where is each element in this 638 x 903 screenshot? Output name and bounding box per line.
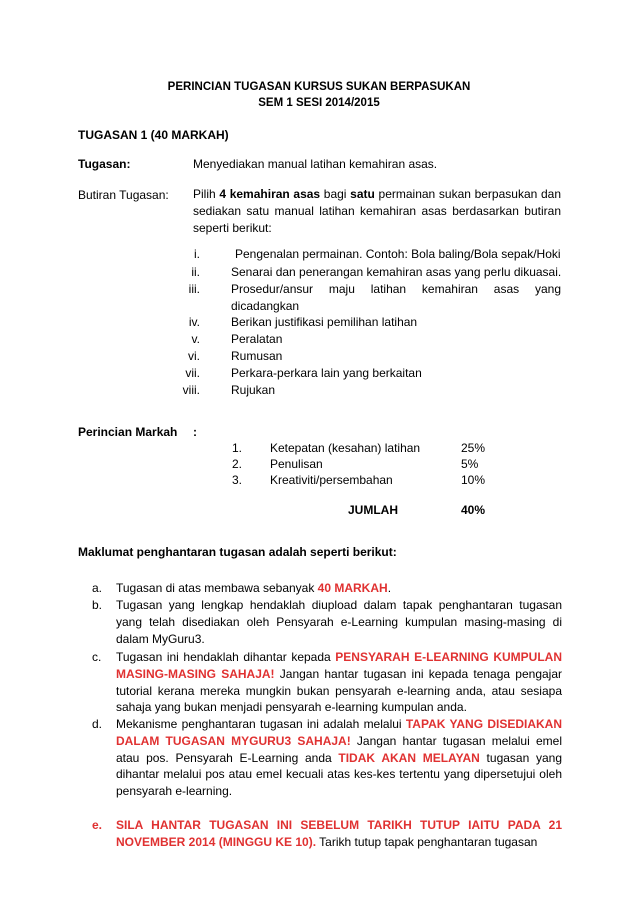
list-item-d: d. Mekanisme penghantaran tugasan ini adalah melalui TAPAK YANG DISEDIAKAN DALAM TUGASAN MYGURU3 SAHAJA! Jangan hantar tugasan melalui emel atau pos. Pensyarah E-Learning anda TIDAK AKAN MELAYAN tugasan yang dihantar melalui pos atau emel kecuali atas kes-kes tertentu yang dipersetujui oleh pensyarah e-learning.: [92, 717, 562, 799]
markah-row-item: Ketepatan (kesahan) latihan: [270, 441, 421, 455]
list-item-text: Prosedur/ansur maju latihan kemahiran asas yang dicadangkan: [231, 282, 561, 313]
list-letter: e.: [92, 818, 103, 832]
list-item-num: vii.: [185, 366, 200, 380]
list-letter: d.: [92, 717, 103, 731]
list-item-text: Peralatan: [231, 332, 283, 346]
butiran-intro: Pilih 4 kemahiran asas bagi satu permainan sukan berpasukan dan sediakan satu manual latihan kemahiran asas berdasarkan butiran seperti berikut:: [193, 187, 561, 235]
list-item-num: iii.: [188, 282, 200, 296]
list-item-c: c. Tugasan ini hendaklah dihantar kepada PENSYARAH E-LEARNING KUMPULAN MASING-MASING SAHAJA! Jangan hantar tugasan ini kepada tenaga pengajar tutorial kerana mereka mungkin bukan pensyarah e-learning anda, atau sesiapa sahaja yang bukan menjadi pensyarah e-learning kumpulan anda.: [92, 650, 563, 715]
list-item-num: viii.: [182, 383, 200, 397]
list-item-text: Rujukan: [231, 383, 276, 397]
assignment-heading: TUGASAN 1 (40 MARKAH): [78, 128, 229, 142]
list-item-num: i.: [194, 247, 200, 261]
markah-row-num: 3.: [232, 473, 243, 487]
list-item-num: ii.: [191, 265, 200, 279]
list-letter: c.: [92, 650, 102, 664]
markah-row-pct: 5%: [461, 457, 479, 471]
list-item-text: Perkara-perkara lain yang berkaitan: [231, 366, 422, 380]
markah-total-label: JUMLAH: [348, 503, 398, 517]
list-item-num: vi.: [188, 349, 200, 363]
markah-row-item: Kreativiti/persembahan: [270, 473, 393, 487]
list-item-b: b. Tugasan yang lengkap hendaklah diupload dalam tapak penghantaran tugasan yang telah disediakan oleh Pensyarah e-Learning kumpulan masing-masing di dalam MyGuru3.: [92, 598, 562, 646]
list-letter: b.: [92, 598, 103, 612]
list-item-text: Berikan justifikasi pemilihan latihan: [231, 315, 418, 329]
markah-row-num: 1.: [232, 441, 243, 455]
list-item-a: a. Tugasan di atas membawa sebanyak 40 MARKAH.: [92, 581, 392, 595]
doc-title-line1: PERINCIAN TUGASAN KURSUS SUKAN BERPASUKAN: [167, 81, 471, 93]
markah-row-item: Penulisan: [270, 457, 323, 471]
markah-row-num: 2.: [232, 457, 243, 471]
list-item-text: Rumusan: [231, 349, 283, 363]
tugasan-label: Tugasan:: [78, 157, 131, 171]
markah-colon: :: [193, 425, 197, 439]
markah-label: Perincian Markah: [78, 425, 178, 439]
butiran-label: Butiran Tugasan:: [78, 188, 169, 202]
markah-row-pct: 25%: [461, 441, 486, 455]
list-item-num: v.: [191, 332, 200, 346]
doc-title-line2: SEM 1 SESI 2014/2015: [258, 97, 380, 109]
markah-row-pct: 10%: [461, 473, 486, 487]
list-item-text: Senarai dan penerangan kemahiran asas yang perlu dikuasai.: [231, 265, 562, 279]
list-item-num: iv.: [188, 315, 200, 329]
list-item-e: e. SILA HANTAR TUGASAN INI SEBELUM TARIKH TUTUP IAITU PADA 21 NOVEMBER 2014 (MINGGU KE 10). Tarikh tutup tapak penghantaran tugasan: [92, 818, 562, 849]
markah-total-value: 40%: [461, 503, 486, 517]
submission-heading: Maklumat penghantaran tugasan adalah seperti berikut:: [78, 545, 397, 559]
list-letter: a.: [92, 581, 103, 595]
tugasan-value: Menyediakan manual latihan kemahiran asas.: [193, 157, 438, 171]
list-item-text: Pengenalan permainan. Contoh: Bola baling/Bola sepak/Hoki: [235, 247, 561, 261]
